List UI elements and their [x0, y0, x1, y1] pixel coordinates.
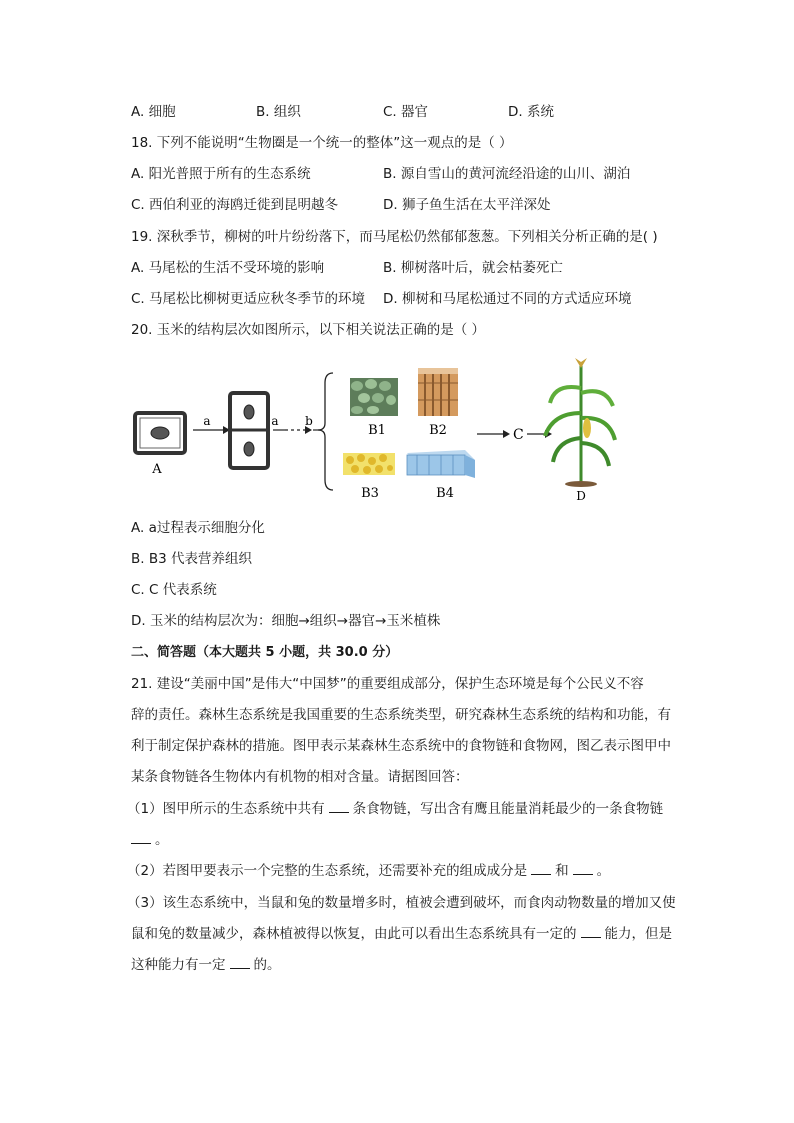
label-d: D	[576, 489, 586, 503]
q19-option-c: C. 马尾松比柳树更适应秋冬季节的环境	[131, 291, 366, 307]
q17-option-b: B. 组织	[256, 104, 301, 120]
label-a-process-1: a	[203, 414, 211, 428]
q20-option-a: A. a过程表示细胞分化	[131, 520, 265, 536]
q19-option-a: A. 马尾松的生活不受环境的影响	[131, 260, 325, 276]
q20-option-c: C. C 代表系统	[131, 582, 217, 598]
corn-plant-icon	[545, 358, 615, 487]
q21-sub3-line-3: 这种能力有一定 的。	[131, 957, 281, 973]
cell-a-icon	[135, 413, 185, 453]
answer-blank-5[interactable]	[581, 925, 601, 938]
q18-option-b: B. 源自雪山的黄河流经沿途的山川、湖泊	[383, 166, 631, 182]
q21-para-line-2: 辞的责任。森林生态系统是我国重要的生态系统类型，研究森林生态系统的结构和功能，有	[131, 707, 671, 723]
q17-option-d: D. 系统	[508, 104, 554, 120]
q21-para-line-4: 某条食物链各生物体内有机物的相对含量。请据图回答：	[131, 769, 469, 785]
q19-stem: 19. 深秋季节，柳树的叶片纷纷落下，而马尾松仍然郁郁葱葱。下列相关分析正确的是( )	[131, 229, 658, 245]
label-b3: B3	[361, 486, 379, 501]
q20-option-b: B. B3 代表营养组织	[131, 551, 252, 567]
q18-option-a: A. 阳光普照于所有的生态系统	[131, 166, 311, 182]
label-a-process-2: a	[271, 414, 279, 428]
dividing-cells-icon	[230, 393, 268, 468]
q17-option-a: A. 细胞	[131, 104, 176, 120]
tissue-b2-icon	[418, 368, 458, 416]
q17-option-c: C. 器官	[383, 104, 429, 120]
answer-blank-3[interactable]	[531, 862, 551, 875]
q21-para-line-1: 21. 建设“美丽中国”是伟大“中国梦”的重要组成部分，保护生态环境是每个公民义不容	[131, 676, 644, 692]
q21-para-line-3: 利于制定保护森林的措施。图甲表示某森林生态系统中的食物链和食物网，图乙表示图甲中	[131, 738, 671, 754]
brace-icon	[318, 373, 333, 490]
tissue-b4-icon	[407, 450, 475, 478]
q21-sub3-line-1: （3）该生态系统中，当鼠和兔的数量增多时，植被会遭到破坏，而食肉动物数量的增加又使	[127, 895, 676, 911]
label-b4: B4	[436, 486, 454, 501]
tissue-b3-icon	[343, 453, 395, 475]
answer-blank-1[interactable]	[329, 800, 349, 813]
q21-sub3-line-2: 鼠和兔的数量减少，森林植被得以恢复，由此可以看出生态系统具有一定的 能力，但是	[131, 926, 672, 942]
label-c: C	[513, 427, 524, 443]
answer-blank-4[interactable]	[573, 862, 593, 875]
q20-option-d: D. 玉米的结构层次为：细胞→组织→器官→玉米植株	[131, 613, 441, 629]
tissue-b1-icon	[350, 378, 398, 416]
q18-option-d: D. 狮子鱼生活在太平洋深处	[383, 197, 551, 213]
q19-option-b: B. 柳树落叶后，就会枯萎死亡	[383, 260, 563, 276]
label-b2: B2	[429, 423, 447, 438]
label-b-process: b	[305, 414, 313, 428]
label-b1: B1	[368, 423, 386, 438]
answer-blank-6[interactable]	[230, 956, 250, 969]
q21-sub1: （1）图甲所示的生态系统中共有 条食物链，写出含有鹰且能量消耗最少的一条食物链	[127, 801, 664, 817]
answer-blank-2[interactable]	[131, 831, 151, 844]
section-title: 二、简答题（本大题共 5 小题，共 30.0 分）	[131, 645, 399, 660]
label-a: A	[152, 462, 162, 477]
q20-stem: 20. 玉米的结构层次如图所示，以下相关说法正确的是（ ）	[131, 322, 486, 338]
q19-option-d: D. 柳树和马尾松通过不同的方式适应环境	[383, 291, 632, 307]
q21-sub2: （2）若图甲要表示一个完整的生态系统，还需要补充的组成成分是 和 。	[127, 863, 611, 879]
q18-stem: 18. 下列不能说明“生物圈是一个统一的整体”这一观点的是（ ）	[131, 135, 513, 151]
corn-structure-figure	[125, 358, 625, 508]
q18-option-c: C. 西伯利亚的海鸥迁徙到昆明越冬	[131, 197, 339, 213]
q21-sub1-cont: 。	[131, 830, 169, 850]
